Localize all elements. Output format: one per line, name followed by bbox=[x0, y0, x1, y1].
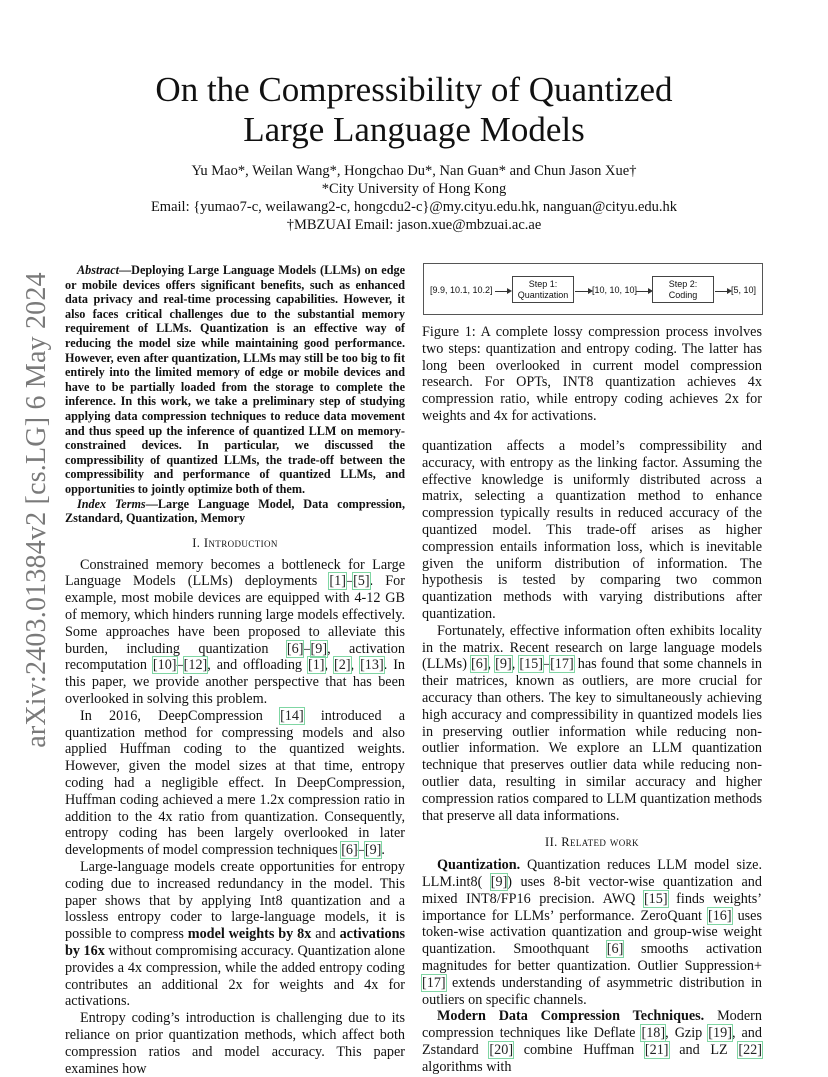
arrow-icon bbox=[636, 291, 649, 292]
author-names: Yu Mao*, Weilan Wang*, Hongchao Du*, Nan Guan* and Chun Jason Xue† bbox=[191, 163, 637, 179]
paper-title-text: On the Compressibility of Quantized Large Language Models bbox=[155, 70, 673, 149]
right-paragraph-2: Fortunately, effective information often exhibits locality in the matrix. Recent research on large language models (LLMs) [6], [9], [15]–[17] has found that some channels in their matrices, known as outliers, are more crucial for accuracy than others. The key to simultaneously achieving high accuracy and compressibility in quantized models lies in preserving outlier information while reducing non-outlier information. We explore an LLM quantization technique that preserves outlier data while reducing non-outlier data, resulting in similar accuracy and higher compression ratios compared to LLM quantization methods that preserve all data informations. bbox=[422, 622, 763, 824]
paragraph-heading: Modern Data Compression Techniques. bbox=[437, 1008, 705, 1025]
citation-link[interactable]: [6] bbox=[286, 640, 304, 657]
right-column bbox=[422, 438, 762, 1075]
section-heading-introduction bbox=[65, 536, 405, 551]
citation-link[interactable]: [9] bbox=[364, 842, 382, 859]
related-quantization-paragraph: Quantization. Quantization reduces LLM model size. LLM.int8( [9]) uses 8-bit vector-wise quantization and mixed INT8/FP16 precision. AWQ [15] finds weights’ importance for LLMs’ performance. ZeroQuant [16] uses token-wise activation quantization and group-wise weight quantization. Smoothquant [6] smooths activation magnitudes for better quantization. Outlier Suppression+ [17] extends understanding of asymmetric distribution in outliers on specific channels. bbox=[422, 857, 762, 1008]
intro-paragraph-2: In 2016, DeepCompression [14] introduced a quantization method for compressing models and also applied Huffman coding to the quantized weights. However, given the model sizes at that time, entropy coding had a negligible effect. In DeepCompression, Huffman coding achieved a mere 1.2x compression ratio in addition to the 4x ratio from quantization. Consequently, entropy coding has been largely overlooked in later developments of model compression techniques [6]–[9]. bbox=[65, 707, 406, 859]
citation-link[interactable]: [6] bbox=[341, 842, 358, 859]
step1-label: Step 1: bbox=[528, 279, 558, 289]
arrow-icon bbox=[575, 291, 589, 292]
citation-link[interactable]: [15] bbox=[519, 656, 543, 673]
citation-link[interactable]: [9] bbox=[495, 656, 512, 673]
left-column bbox=[65, 263, 405, 1077]
step2-label: Step 2: bbox=[668, 279, 698, 289]
author-block bbox=[0, 162, 828, 234]
paper-title bbox=[0, 70, 828, 150]
intro-paragraph-4: Entropy coding’s introduction is challenging due to its reliance on prior quantization methods, which affect both compression ratios and model accuracy. This paper examines how bbox=[65, 1010, 405, 1077]
citation-link[interactable]: [5] bbox=[353, 573, 370, 590]
arxiv-identifier: arXiv:2403.01384v2 [cs.LG] 6 May 2024 bbox=[21, 272, 52, 748]
citation-link[interactable]: [1] bbox=[329, 573, 346, 590]
figure-1-diagram bbox=[423, 263, 763, 315]
arxiv-sidebar bbox=[14, 250, 60, 770]
citation-link[interactable]: [2] bbox=[334, 657, 351, 674]
section-title: Related work bbox=[561, 835, 639, 850]
paragraph-heading: Quantization. bbox=[437, 857, 521, 874]
intro-paragraph-1: Constrained memory becomes a bottleneck for Large Language Models (LLMs) deployments [1]–[5]. For example, most mobile devices are equipped with 4-12 GB of memory, which hinders running large models effectively. Some approaches have been proposed to alleviate this burden, including quantization [6]–[9], activation recomputation [10]–[12], and offloading [1], [2], [13]. In this paper, we provide another perspective that has been overlooked in solving this problem. bbox=[65, 556, 406, 708]
citation-link[interactable]: [22] bbox=[738, 1041, 762, 1058]
citation-link[interactable]: [6] bbox=[471, 656, 488, 673]
abstract-label: Abstract bbox=[77, 263, 119, 277]
section-number: I. bbox=[192, 535, 204, 550]
citation-link[interactable]: [15] bbox=[643, 890, 668, 907]
citation-link[interactable]: [9] bbox=[490, 873, 508, 890]
intro-paragraph-3: Large-language models create opportunities for entropy coding due to increased redundancy in the model. This paper shows that by applying Int8 quantization and a lossless entropy coder to large-language models, it is possible to compress model weights by 8x and activations by 16x without compromising accuracy. Quantization alone provides a 4x compression, while the added entropy coding contributes an additional 2x for weights and 4x for activations. bbox=[65, 859, 406, 1010]
section-number: II. bbox=[545, 835, 562, 850]
index-terms-text: —Large Language Model, Data compression, Zstandard, Quantization, Memory bbox=[65, 496, 405, 526]
affiliation-1: *City University of Hong Kong bbox=[321, 181, 507, 197]
quantized-values: [10, 10, 10] bbox=[592, 285, 638, 295]
citation-link[interactable]: [12] bbox=[183, 657, 208, 674]
index-terms-label: Index Terms bbox=[77, 496, 146, 511]
arrow-icon bbox=[715, 291, 728, 292]
citation-link[interactable]: [21] bbox=[644, 1041, 669, 1058]
email-1: Email: {yumao7-c, weilawang2-c, hongcdu2-c}@my.cityu.edu.hk, nanguan@cityu.edu.hk bbox=[150, 199, 678, 215]
affiliation-2: †MBZUAI Email: jason.xue@mbzuai.ac.ae bbox=[286, 217, 542, 233]
citation-link[interactable]: [1] bbox=[307, 657, 325, 674]
citation-link[interactable]: [10] bbox=[152, 657, 177, 674]
section-title: Introduction bbox=[203, 535, 278, 550]
citation-link[interactable]: [16] bbox=[707, 907, 732, 924]
abstract-text: —Deploying Large Language Models (LLMs) on edge or mobile devices offers significant benefits, such as enhanced data privacy and real-time processing capabilities. However, it also faces critical challenges due to the substantial memory requirement of LLMs. Quantization is an effective way of reducing the model size while maintaining good performance. However, even after quantization, LLMs may still be too big to fit entirely into the limited memory of edge or mobile devices and have to be partially loaded from the storage to complete the inference. In this work, we take a preliminary step of studying applying data compression techniques to reduce data movement and thus speed up the inference of quantized LLM on memory-constrained devices. In particular, we discussed the compressibility of quantized LLMs, the trade-off between the compressibility and performance of quantized LLMs, and opportunities to jointly optimize both of them. bbox=[65, 263, 405, 496]
citation-link[interactable]: [17] bbox=[422, 974, 446, 991]
citation-link[interactable]: [20] bbox=[489, 1041, 514, 1058]
citation-link[interactable]: [13] bbox=[360, 657, 384, 674]
citation-link[interactable]: [6] bbox=[606, 941, 624, 958]
step2-name: Coding bbox=[668, 290, 698, 300]
citation-link[interactable]: [14] bbox=[280, 707, 304, 724]
emphasis: model weights by 8x bbox=[187, 926, 312, 943]
output-values: [5, 10] bbox=[731, 285, 757, 295]
citation-link[interactable]: [17] bbox=[550, 656, 574, 673]
step2-box bbox=[652, 276, 714, 303]
related-compression-paragraph: Modern Data Compression Techniques. Modern compression techniques like Deflate [18], Gzip [19], and Zstandard [20] combine Huffman [21] and LZ [22] algorithms with bbox=[422, 1008, 762, 1075]
step1-box bbox=[512, 276, 574, 303]
right-paragraph-1: quantization affects a model’s compressibility and accuracy, with entropy as the linking factor. Assuming the effective knowledge is uniformly distributed across a matrix, selecting a quantization method to enhance compression typically results in reduced accuracy of the quantized model. This trade-off arises as higher compression entails information loss, which is inevitable given the uniform distribution of information. The hypothesis is tested by comparing two common quantization methods with varying distributions after quantization. bbox=[422, 438, 762, 622]
input-values: [9.9, 10.1, 10.2] bbox=[430, 285, 493, 295]
citation-link[interactable]: [19] bbox=[708, 1025, 732, 1042]
figure-1-caption: Figure 1: A complete lossy compression process involves two steps: quantization and entropy coding. The latter has long been overlooked in current model compression research. For OPTs, INT8 quantization achieves 4x compression ratio, while entropy coding achieves 2x for weights and 4x for activations. bbox=[422, 324, 762, 424]
abstract bbox=[65, 263, 405, 526]
section-heading-related-work bbox=[422, 834, 762, 851]
citation-link[interactable]: [9] bbox=[310, 640, 328, 657]
arrow-icon bbox=[495, 291, 508, 292]
citation-link[interactable]: [18] bbox=[641, 1025, 666, 1042]
emphasis: activations by 16x bbox=[65, 926, 405, 960]
step1-name: Quantization bbox=[517, 290, 569, 300]
introduction-body bbox=[65, 557, 405, 1077]
